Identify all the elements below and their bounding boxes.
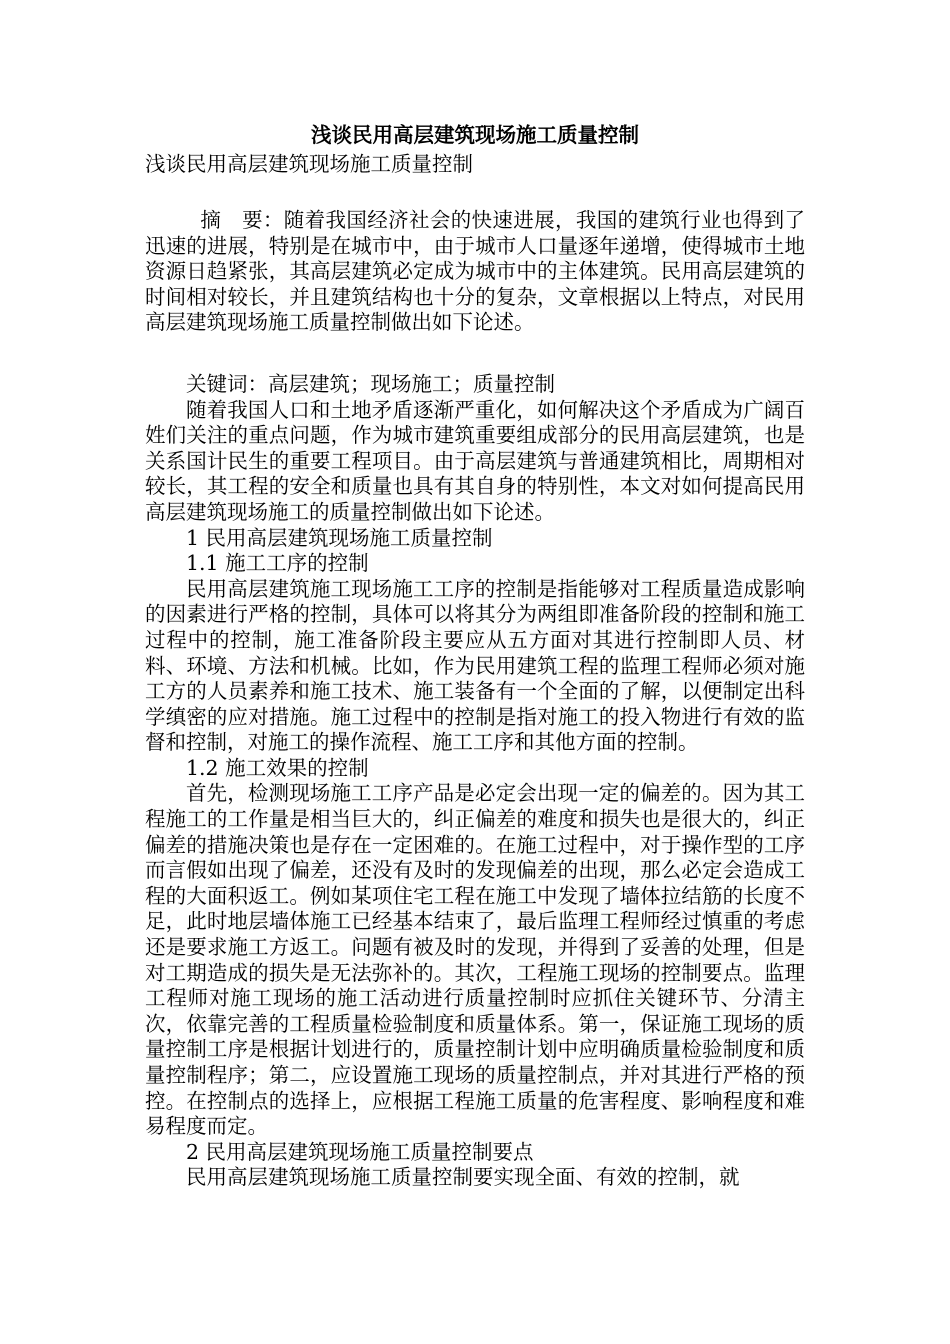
document-title: 浅谈民用高层建筑现场施工质量控制 — [311, 123, 639, 147]
section-1-heading: 1 民用高层建筑现场施工质量控制 — [186, 525, 493, 550]
section-2-heading: 2 民用高层建筑现场施工质量控制要点 — [186, 1139, 534, 1164]
abstract-paragraph: 摘 要：随着我国经济社会的快速进展，我国的建筑行业也得到了迅速的进展，特别是在城市中，由于城市人口量逐年递增，使得城市土地资源日趋紧张，其高层建筑必定成为城市中的主体建筑。民用高层建筑的时间相对较长，并且建筑结构也十分的复杂，文章根据以上特点，对民用高层建筑现场施工质量控制做出如下论述。 — [145, 208, 805, 335]
section-2-paragraph: 民用高层建筑现场施工质量控制要实现全面、有效的控制，就 — [186, 1165, 740, 1190]
document-body — [145, 120, 805, 1191]
intro-paragraph: 随着我国人口和土地矛盾逐渐严重化，如何解决这个矛盾成为广阔百姓们关注的重点问题，作为城市建筑重要组成部分的民用高层建筑，也是关系国计民生的重要工程项目。由于高层建筑与普通建筑相比，周期相对较长，其工程的安全和质量也具有其自身的特别性，本文对如何提高民用高层建筑现场施工的质量控制做出如下论述。 — [145, 397, 805, 524]
document-subtitle: 浅谈民用高层建筑现场施工质量控制 — [145, 152, 473, 176]
spacer — [145, 178, 805, 208]
section-1-1-heading: 1.1 施工工序的控制 — [186, 551, 369, 576]
section-1-1-paragraph: 民用高层建筑施工现场施工工序的控制是指能够对工程质量造成影响的因素进行严格的控制，具体可以将其分为两组即准备阶段的控制和施工过程中的控制，施工准备阶段主要应从五方面对其进行控制即人员、材料、环境、方法和机械。比如，作为民用建筑工程的监理工程师必须对施工方的人员素养和施工技术、施工装备有一个全面的了解，以便制定出科学缜密的应对措施。施工过程中的控制是指对施工的投入物进行有效的监督和控制，对施工的操作流程、施工工序和其他方面的控制。 — [145, 576, 805, 755]
keywords-line: 关键词：高层建筑；现场施工；质量控制 — [186, 371, 555, 396]
section-1-2-paragraph: 首先，检测现场施工工序产品是必定会出现一定的偏差的。因为其工程施工的工作量是相当巨大的，纠正偏差的难度和损失也是很大的，纠正偏差的措施决策也是存在一定困难的。在施工过程中，对于操作型的工序而言假如出现了偏差，还没有及时的发现偏差的出现，那么必定会造成工程的大面积返工。例如某项住宅工程在施工中发现了墙体拉结筋的长度不足，此时地层墙体施工已经基本结束了，最后监理工程师经过慎重的考虑还是要求施工方返工。问题有被及时的发现，并得到了妥善的处理，但是对工期造成的损失是无法弥补的。其次，工程施工现场的控制要点。监理工程师对施工现场的施工活动进行质量控制时应抓住关键环节、分清主次，依靠完善的工程质量检验制度和质量体系。第一，保证施工现场的质量控制工序是根据计划进行的，质量控制计划中应明确质量检验制度和质量控制程序；第二，应设置施工现场的质量控制点，并对其进行严格的预控。在控制点的选择上，应根据工程施工质量的危害程度、影响程度和难易程度而定。 — [145, 781, 805, 1139]
spacer — [145, 336, 805, 372]
section-1-2-heading: 1.2 施工效果的控制 — [186, 755, 369, 780]
